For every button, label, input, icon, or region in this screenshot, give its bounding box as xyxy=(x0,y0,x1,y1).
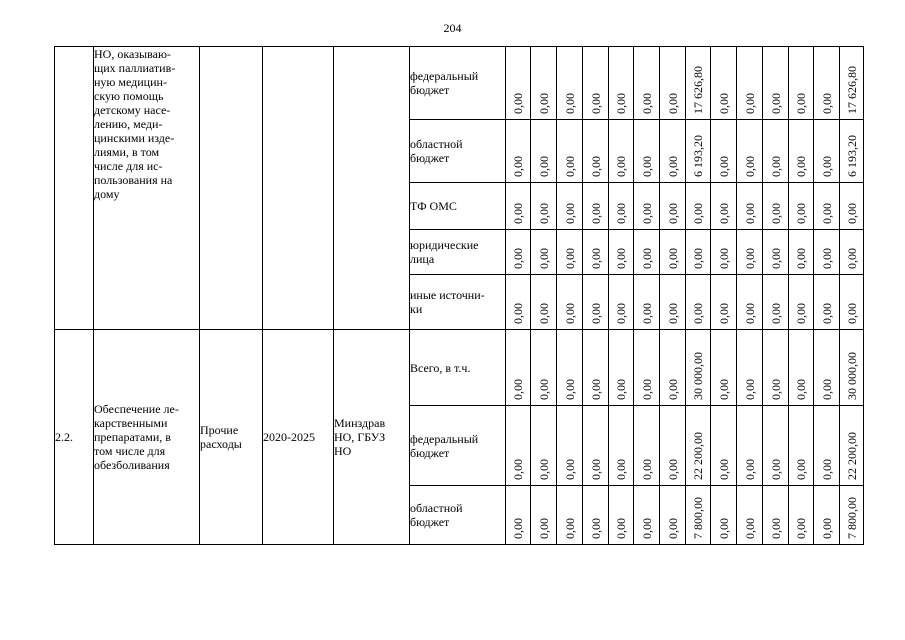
value-cell xyxy=(634,120,660,183)
value-cell xyxy=(789,406,814,486)
value-cell xyxy=(840,330,864,406)
value-cell xyxy=(737,120,763,183)
value-text: 0,00 xyxy=(716,518,731,539)
value-cell xyxy=(583,330,609,406)
value-cell xyxy=(686,183,711,230)
value-text: 0,00 xyxy=(639,303,654,324)
value-text: 0,00 xyxy=(614,379,628,400)
value-text: 0,00 xyxy=(794,156,808,177)
value-cell xyxy=(737,275,763,330)
value-cell xyxy=(506,406,531,486)
value-text: 0,00 xyxy=(614,518,628,539)
expense-type-cell xyxy=(200,47,263,330)
value-text: 0,00 xyxy=(819,203,834,224)
value-text: 0,00 xyxy=(768,248,783,269)
value-cell xyxy=(789,47,814,120)
value-text: 0,00 xyxy=(665,93,680,114)
page-number: 204 xyxy=(443,21,462,35)
value-cell xyxy=(789,120,814,183)
value-cell xyxy=(737,486,763,545)
value-cell xyxy=(506,183,531,230)
value-text: 0,00 xyxy=(562,379,577,400)
value-text: 0,00 xyxy=(536,518,551,539)
row-number-cell xyxy=(55,47,94,330)
value-cell xyxy=(840,275,864,330)
value-text: 0,00 xyxy=(639,156,654,177)
value-text: 17 626,80 xyxy=(844,66,859,114)
value-text: 0,00 xyxy=(819,459,834,480)
activity-name-cell: НО, оказываю- щих паллиатив- ную медицин- скую помощь детскому насе- лению, меди- цинскими изде- лиями, в том числе для ис- пользования на дому xyxy=(94,47,200,330)
value-cell xyxy=(583,230,609,275)
value-cell xyxy=(686,230,711,275)
value-cell xyxy=(634,406,660,486)
value-cell xyxy=(763,406,789,486)
value-text: 0,00 xyxy=(716,93,731,114)
value-cell xyxy=(789,183,814,230)
value-text: 0,00 xyxy=(639,203,654,224)
value-text: 0,00 xyxy=(588,303,603,324)
value-cell xyxy=(531,120,557,183)
value-text: 0,00 xyxy=(562,156,577,177)
value-cell xyxy=(840,230,864,275)
value-text: 0,00 xyxy=(768,203,783,224)
value-cell xyxy=(660,183,686,230)
value-cell xyxy=(711,120,737,183)
value-text: 0,00 xyxy=(562,459,577,480)
value-text: 7 800,00 xyxy=(691,497,705,539)
value-text: 0,00 xyxy=(665,379,680,400)
value-cell xyxy=(763,47,789,120)
value-cell xyxy=(814,47,840,120)
value-cell xyxy=(531,275,557,330)
value-text: 0,00 xyxy=(665,156,680,177)
value-text: 0,00 xyxy=(742,518,757,539)
value-cell xyxy=(506,330,531,406)
row-number-cell: 2.2. xyxy=(55,330,94,545)
value-text: 0,00 xyxy=(742,459,757,480)
value-text: 0,00 xyxy=(536,248,551,269)
value-cell xyxy=(814,230,840,275)
value-cell xyxy=(557,47,583,120)
value-cell xyxy=(634,330,660,406)
value-text: 7 800,00 xyxy=(844,497,859,539)
value-cell xyxy=(711,406,737,486)
value-text: 0,00 xyxy=(665,459,680,480)
value-text: 0,00 xyxy=(794,518,808,539)
value-cell xyxy=(814,486,840,545)
value-text: 0,00 xyxy=(794,203,808,224)
value-cell xyxy=(557,330,583,406)
value-cell xyxy=(531,330,557,406)
value-cell xyxy=(686,120,711,183)
value-text: 0,00 xyxy=(665,248,680,269)
value-text: 0,00 xyxy=(794,379,808,400)
value-text: 0,00 xyxy=(511,156,525,177)
value-text: 0,00 xyxy=(819,303,834,324)
value-text: 0,00 xyxy=(536,203,551,224)
value-text: 0,00 xyxy=(819,248,834,269)
value-text: 0,00 xyxy=(588,518,603,539)
value-text: 0,00 xyxy=(511,203,525,224)
value-cell xyxy=(711,47,737,120)
value-text: 0,00 xyxy=(588,203,603,224)
value-text: 0,00 xyxy=(639,518,654,539)
value-cell xyxy=(557,120,583,183)
value-text: 0,00 xyxy=(691,303,705,324)
value-text: 0,00 xyxy=(511,303,525,324)
value-cell xyxy=(789,486,814,545)
value-text: 0,00 xyxy=(614,203,628,224)
value-text: 0,00 xyxy=(562,518,577,539)
value-cell xyxy=(634,47,660,120)
value-cell xyxy=(583,406,609,486)
value-text: 0,00 xyxy=(639,93,654,114)
value-text: 0,00 xyxy=(536,93,551,114)
value-cell xyxy=(814,183,840,230)
value-cell xyxy=(609,230,634,275)
budget-table xyxy=(54,46,864,545)
value-text: 0,00 xyxy=(562,203,577,224)
value-cell xyxy=(583,486,609,545)
value-text: 0,00 xyxy=(511,93,525,114)
value-text: 0,00 xyxy=(768,459,783,480)
value-cell xyxy=(686,275,711,330)
funding-source-label: федеральный бюджет xyxy=(410,406,506,486)
value-cell xyxy=(609,275,634,330)
executor-cell: Минздрав НО, ГБУЗ НО xyxy=(334,330,410,545)
value-cell xyxy=(634,486,660,545)
value-text: 0,00 xyxy=(794,303,808,324)
value-text: 0,00 xyxy=(768,93,783,114)
value-text: 0,00 xyxy=(742,303,757,324)
period-cell xyxy=(263,47,334,330)
value-text: 0,00 xyxy=(588,93,603,114)
value-cell xyxy=(609,47,634,120)
value-text: 0,00 xyxy=(716,203,731,224)
activity-name-cell: Обеспечение ле- карственными препаратами, в том числе для обезболивания xyxy=(94,330,200,545)
value-text: 0,00 xyxy=(691,203,705,224)
value-text: 0,00 xyxy=(768,303,783,324)
value-text: 0,00 xyxy=(511,459,525,480)
value-cell xyxy=(763,120,789,183)
value-cell xyxy=(711,330,737,406)
value-text: 22 200,00 xyxy=(844,432,859,480)
value-cell xyxy=(531,486,557,545)
value-text: 0,00 xyxy=(511,248,525,269)
funding-source-label: иные источни- ки xyxy=(410,275,506,330)
value-text: 0,00 xyxy=(536,459,551,480)
value-cell xyxy=(506,486,531,545)
value-cell xyxy=(609,330,634,406)
value-text: 0,00 xyxy=(614,459,628,480)
value-cell xyxy=(609,486,634,545)
value-text: 0,00 xyxy=(768,156,783,177)
value-cell xyxy=(840,47,864,120)
funding-source-label: областной бюджет xyxy=(410,486,506,545)
value-text: 30 000,00 xyxy=(844,352,859,400)
value-cell xyxy=(609,183,634,230)
value-cell xyxy=(840,183,864,230)
value-cell xyxy=(763,330,789,406)
value-cell xyxy=(814,406,840,486)
value-cell xyxy=(506,275,531,330)
value-text: 0,00 xyxy=(844,203,859,224)
value-text: 0,00 xyxy=(639,248,654,269)
value-text: 0,00 xyxy=(819,156,834,177)
value-cell xyxy=(737,183,763,230)
value-text: 0,00 xyxy=(768,379,783,400)
value-text: 0,00 xyxy=(536,156,551,177)
value-text: 0,00 xyxy=(768,518,783,539)
value-text: 0,00 xyxy=(691,248,705,269)
value-text: 0,00 xyxy=(639,459,654,480)
table-row xyxy=(55,47,864,120)
value-text: 0,00 xyxy=(665,518,680,539)
funding-source-label: областной бюджет xyxy=(410,120,506,183)
value-text: 30 000,00 xyxy=(691,352,705,400)
value-text: 0,00 xyxy=(742,248,757,269)
value-cell xyxy=(789,230,814,275)
executor-cell xyxy=(334,47,410,330)
value-text: 0,00 xyxy=(716,248,731,269)
value-text: 6 193,20 xyxy=(844,135,859,177)
value-cell xyxy=(634,230,660,275)
value-text: 17 626,80 xyxy=(691,66,705,114)
value-cell xyxy=(814,275,840,330)
value-text: 0,00 xyxy=(614,303,628,324)
value-cell xyxy=(711,486,737,545)
value-text: 0,00 xyxy=(794,459,808,480)
value-text: 0,00 xyxy=(742,156,757,177)
value-text: 0,00 xyxy=(588,156,603,177)
value-text: 0,00 xyxy=(794,248,808,269)
value-cell xyxy=(531,230,557,275)
value-cell xyxy=(840,120,864,183)
value-text: 0,00 xyxy=(844,303,859,324)
value-text: 0,00 xyxy=(588,379,603,400)
value-text: 0,00 xyxy=(614,156,628,177)
value-cell xyxy=(531,406,557,486)
value-text: 0,00 xyxy=(588,248,603,269)
value-text: 0,00 xyxy=(536,379,551,400)
value-text: 0,00 xyxy=(511,379,525,400)
value-cell xyxy=(814,120,840,183)
value-text: 22 200,00 xyxy=(691,432,705,480)
funding-source-label: юридические лица xyxy=(410,230,506,275)
value-cell xyxy=(737,47,763,120)
funding-source-label: ТФ ОМС xyxy=(410,183,506,230)
table-row xyxy=(55,330,864,406)
value-text: 0,00 xyxy=(562,303,577,324)
value-cell xyxy=(506,47,531,120)
value-cell xyxy=(763,486,789,545)
value-cell xyxy=(506,230,531,275)
value-cell xyxy=(686,486,711,545)
value-text: 0,00 xyxy=(665,303,680,324)
value-cell xyxy=(763,230,789,275)
value-cell xyxy=(737,330,763,406)
value-text: 0,00 xyxy=(819,518,834,539)
value-text: 0,00 xyxy=(794,93,808,114)
value-cell xyxy=(531,47,557,120)
value-cell xyxy=(660,47,686,120)
value-text: 0,00 xyxy=(639,379,654,400)
value-text: 0,00 xyxy=(716,156,731,177)
funding-source-label: Всего, в т.ч. xyxy=(410,330,506,406)
value-cell xyxy=(583,183,609,230)
value-cell xyxy=(557,183,583,230)
value-cell xyxy=(789,275,814,330)
value-text: 0,00 xyxy=(742,379,757,400)
value-cell xyxy=(583,275,609,330)
value-cell xyxy=(763,275,789,330)
value-text: 0,00 xyxy=(819,379,834,400)
value-cell xyxy=(660,275,686,330)
value-text: 0,00 xyxy=(716,459,731,480)
value-cell xyxy=(737,406,763,486)
value-cell xyxy=(609,120,634,183)
expense-type-cell: Прочие расходы xyxy=(200,330,263,545)
value-cell xyxy=(686,406,711,486)
value-text: 0,00 xyxy=(819,93,834,114)
value-text: 0,00 xyxy=(844,248,859,269)
value-text: 0,00 xyxy=(716,303,731,324)
value-cell xyxy=(737,230,763,275)
value-cell xyxy=(711,230,737,275)
value-text: 0,00 xyxy=(742,203,757,224)
value-cell xyxy=(840,406,864,486)
value-cell xyxy=(686,330,711,406)
value-cell xyxy=(660,406,686,486)
value-cell xyxy=(789,330,814,406)
value-text: 0,00 xyxy=(716,379,731,400)
value-cell xyxy=(531,183,557,230)
value-cell xyxy=(557,406,583,486)
value-text: 0,00 xyxy=(562,93,577,114)
value-cell xyxy=(506,120,531,183)
funding-source-label: федеральный бюджет xyxy=(410,47,506,120)
value-cell xyxy=(711,275,737,330)
value-text: 0,00 xyxy=(742,93,757,114)
value-cell xyxy=(557,230,583,275)
value-cell xyxy=(686,47,711,120)
value-cell xyxy=(557,486,583,545)
value-cell xyxy=(634,275,660,330)
value-text: 0,00 xyxy=(536,303,551,324)
value-cell xyxy=(711,183,737,230)
value-cell xyxy=(840,486,864,545)
value-text: 6 193,20 xyxy=(691,135,705,177)
value-cell xyxy=(660,230,686,275)
value-text: 0,00 xyxy=(665,203,680,224)
value-cell xyxy=(583,120,609,183)
value-text: 0,00 xyxy=(588,459,603,480)
value-cell xyxy=(583,47,609,120)
value-cell xyxy=(763,183,789,230)
value-cell xyxy=(660,330,686,406)
value-cell xyxy=(660,486,686,545)
value-text: 0,00 xyxy=(614,248,628,269)
value-cell xyxy=(814,330,840,406)
period-cell: 2020-2025 xyxy=(263,330,334,545)
value-cell xyxy=(634,183,660,230)
value-text: 0,00 xyxy=(614,93,628,114)
value-cell xyxy=(557,275,583,330)
value-text: 0,00 xyxy=(562,248,577,269)
value-cell xyxy=(609,406,634,486)
value-text: 0,00 xyxy=(511,518,525,539)
value-cell xyxy=(660,120,686,183)
